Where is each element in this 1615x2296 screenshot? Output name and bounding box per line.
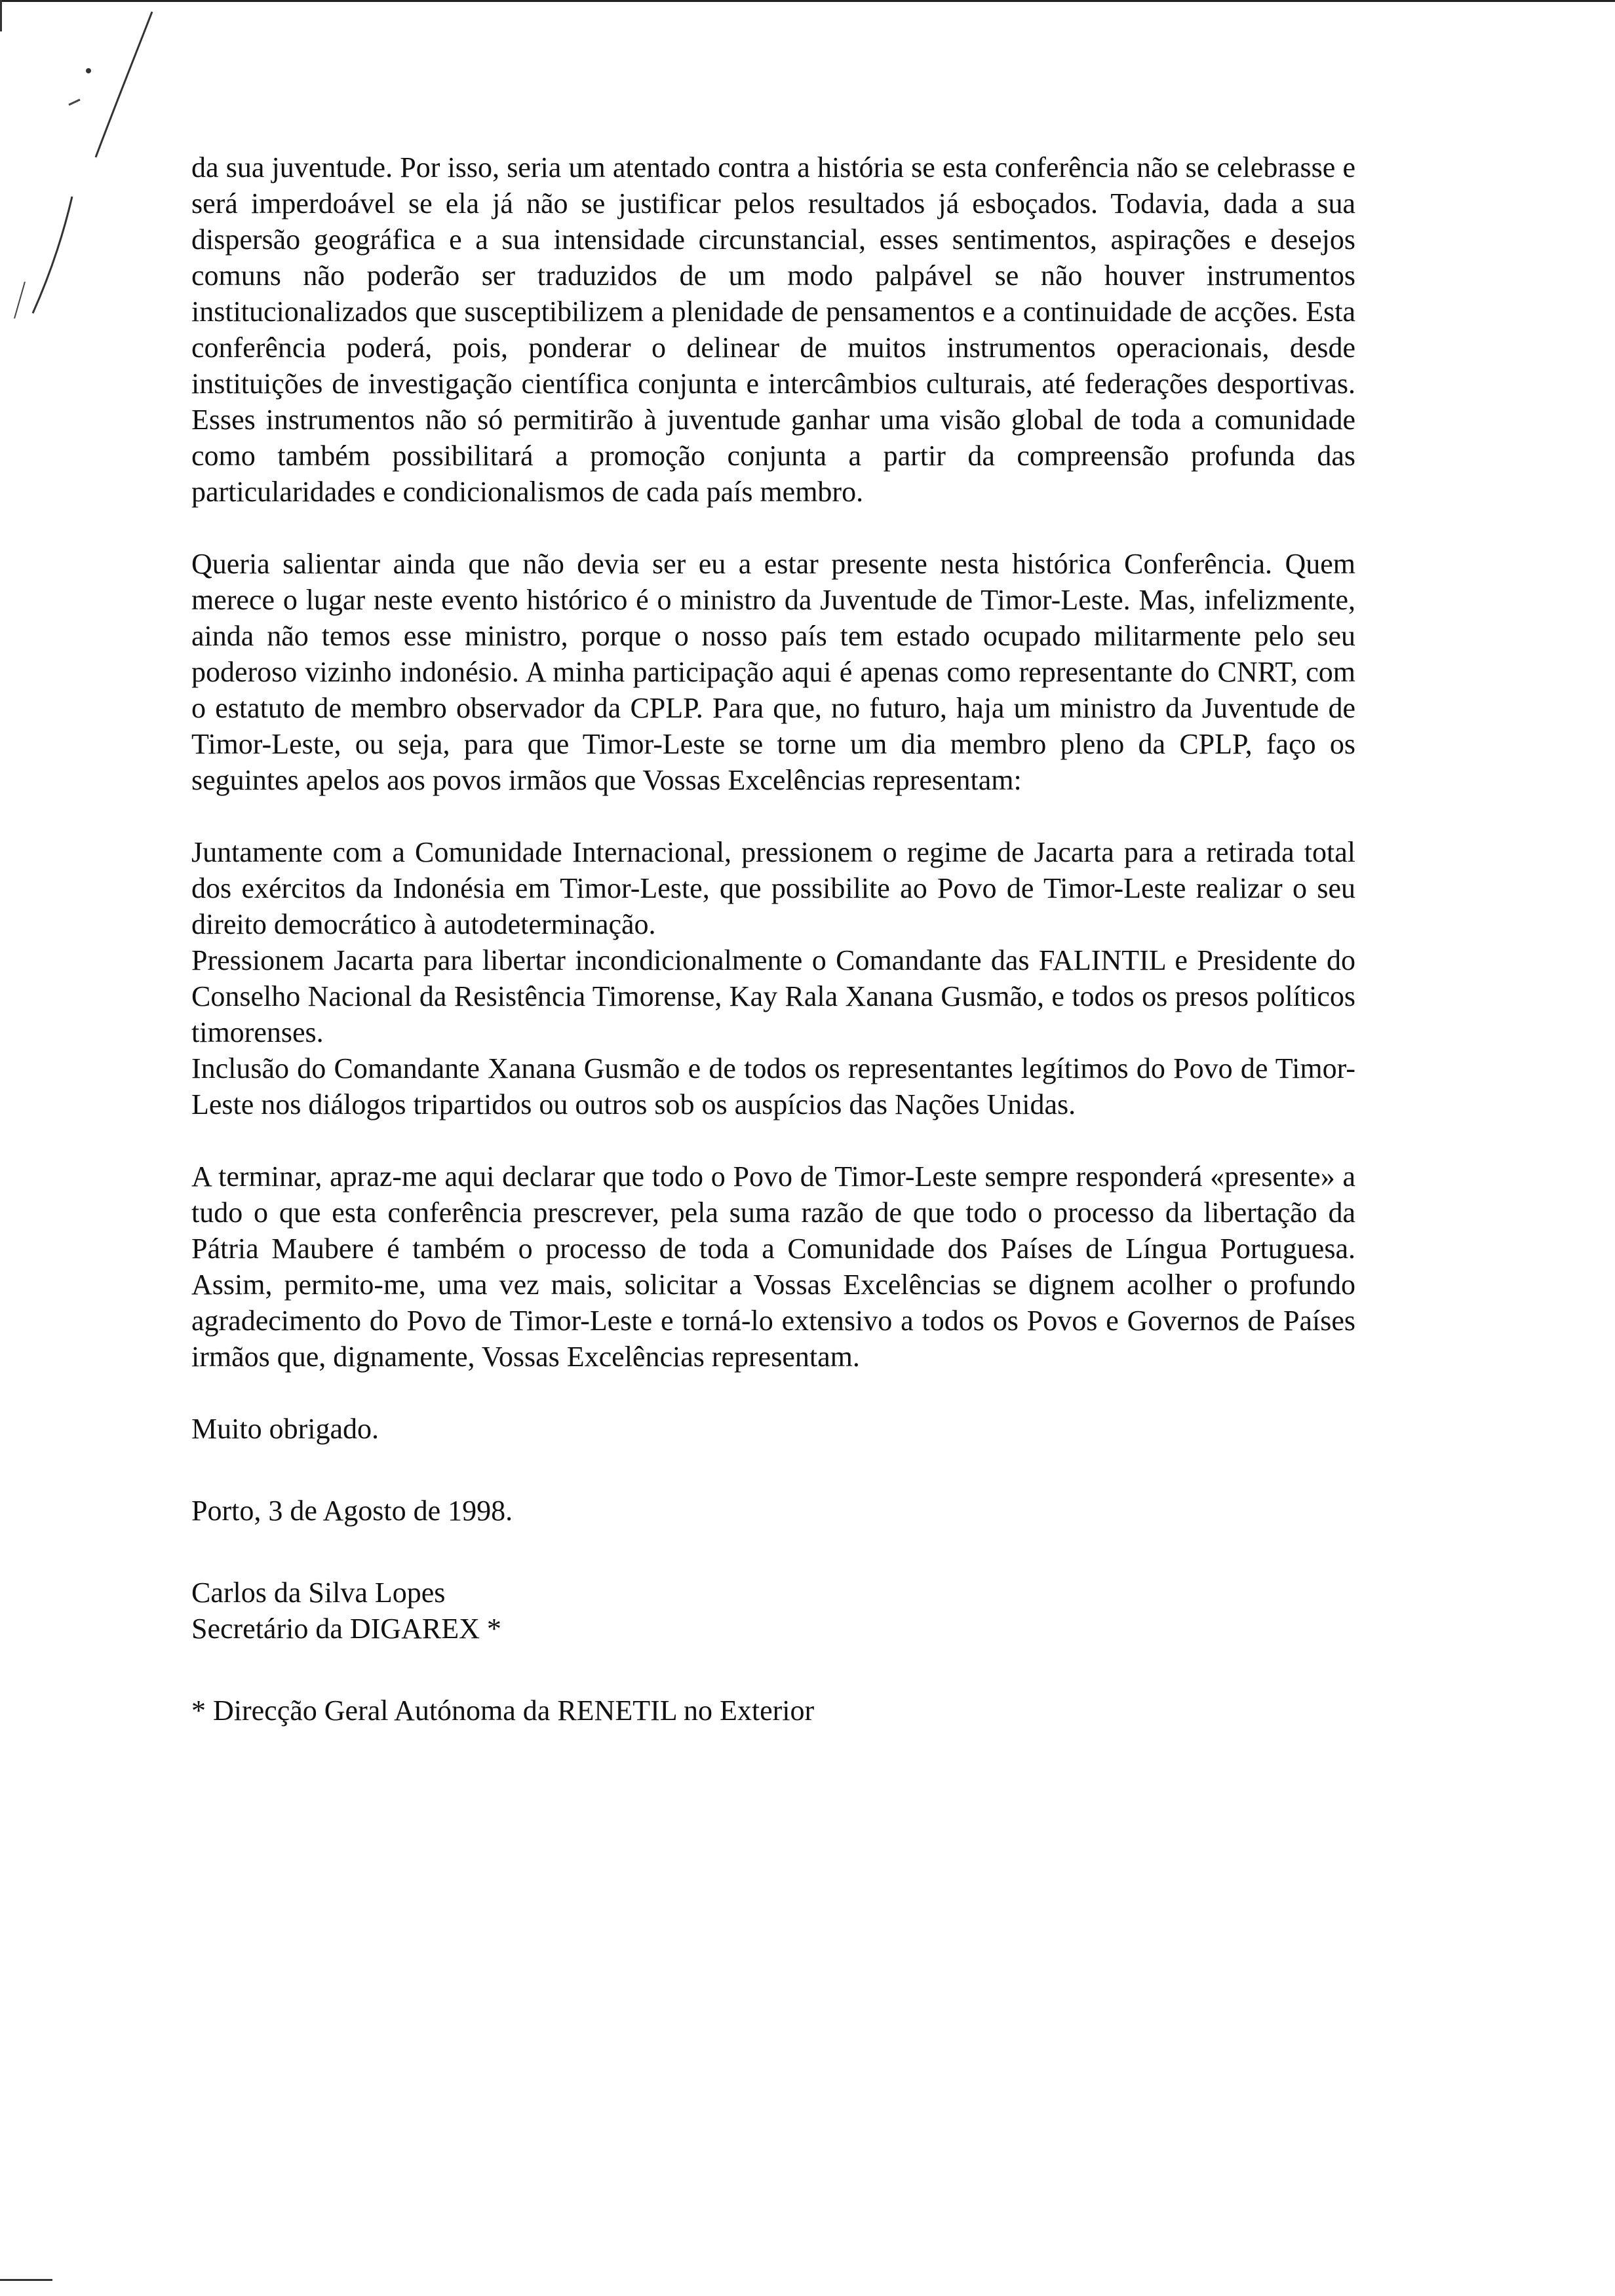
signatory-title: Secretário da DIGAREX * (191, 1613, 501, 1645)
appeal-release-prisoners: Pressionem Jacarta para libertar incondicionalmente o Comandante das FALINTIL e Presidente do Conselho Nacional da Resistência Timorense, Kay Rala Xanana Gusmão, e todos os presos políticos timorenses. (191, 944, 1355, 1048)
closing-thanks: Muito obrigado. (191, 1413, 379, 1445)
appeal-withdrawal: Juntamente com a Comunidade Internacional, pressionem o regime de Jacarta para a retirada total dos exércitos da Indonésia em Timor-Leste, que possibilite ao Povo de Timor-Leste realizar o seu direito democrático à autodeterminação. (191, 836, 1355, 940)
letter-body (191, 149, 1355, 1729)
signature-block (191, 1575, 1355, 1647)
place-date: Porto, 3 de Agosto de 1998. (191, 1495, 513, 1527)
scan-edge-top (0, 0, 1615, 2)
scan-edge-bottom (0, 2279, 52, 2281)
paragraph-conference-instruments: da sua juventude. Por isso, seria um atentado contra a história se esta conferência não se celebrasse e será imperdoável se ela já não se justificar pelos resultados já esboçados. Todavia, dada a sua dispersão geográfica e a sua intensidade circunstancial, esses sentimentos, aspirações e desejos comuns não poderão ser traduzidos de um modo palpável se não houver instrumentos institucionalizados que susceptibilizem a plenidade de pensamentos e a continuidade de acções. Esta conferência poderá, pois, ponderar o delinear de muitos instrumentos operacionais, desde instituições de investigação científica conjunta e intercâmbios culturais, até federações desportivas. Esses instrumentos não só permitirão à juventude ganhar uma visão global de toda a comunidade como também possibilitará a promoção conjunta a partir da compreensão profunda das particularidades e condicionalismos de cada país membro. (191, 151, 1355, 508)
paragraph-minister-absence: Queria salientar ainda que não devia ser eu a estar presente nesta histórica Conferência. Quem merece o lugar neste evento histórico é o ministro da Juventude de Timor-Leste. Mas, infelizmente, ainda não temos esse ministro, porque o nosso país tem estado ocupado militarmente pelo seu poderoso vizinho indonésio. A minha participação aqui é apenas como representante do CNRT, com o estatuto de membro observador da CPLP. Para que, no futuro, haja um ministro da Juventude de Timor-Leste, ou seja, para que Timor-Leste se torne um dia membro pleno da CPLP, faço os seguintes apelos aos povos irmãos que Vossas Excelências representam: (191, 548, 1355, 796)
margin-pen-marks (0, 0, 170, 341)
paragraph-conclusion: A terminar, apraz-me aqui declarar que todo o Povo de Timor-Leste sempre responderá «presente» a tudo o que esta conferência prescrever, pela suma razão de que todo o processo da libertação da Pátria Maubere é também o processo de toda a Comunidade dos Países de Língua Portuguesa. Assim, permito-me, uma vez mais, solicitar a Vossas Excelências se dignem acolher o profundo agradecimento do Povo de Timor-Leste e torná-lo extensivo a todos os Povos e Governos de Países irmãos que, dignamente, Vossas Excelências representam. (191, 1160, 1355, 1373)
appeal-inclusion-dialogues: Inclusão do Comandante Xanana Gusmão e de todos os representantes legítimos do Povo de Timor-Leste nos diálogos tripartidos ou outros sob os auspícios das Nações Unidas. (191, 1052, 1355, 1120)
footnote: * Direcção Geral Autónoma da RENETIL no Exterior (191, 1694, 815, 1727)
signatory-name: Carlos da Silva Lopes (191, 1577, 446, 1609)
